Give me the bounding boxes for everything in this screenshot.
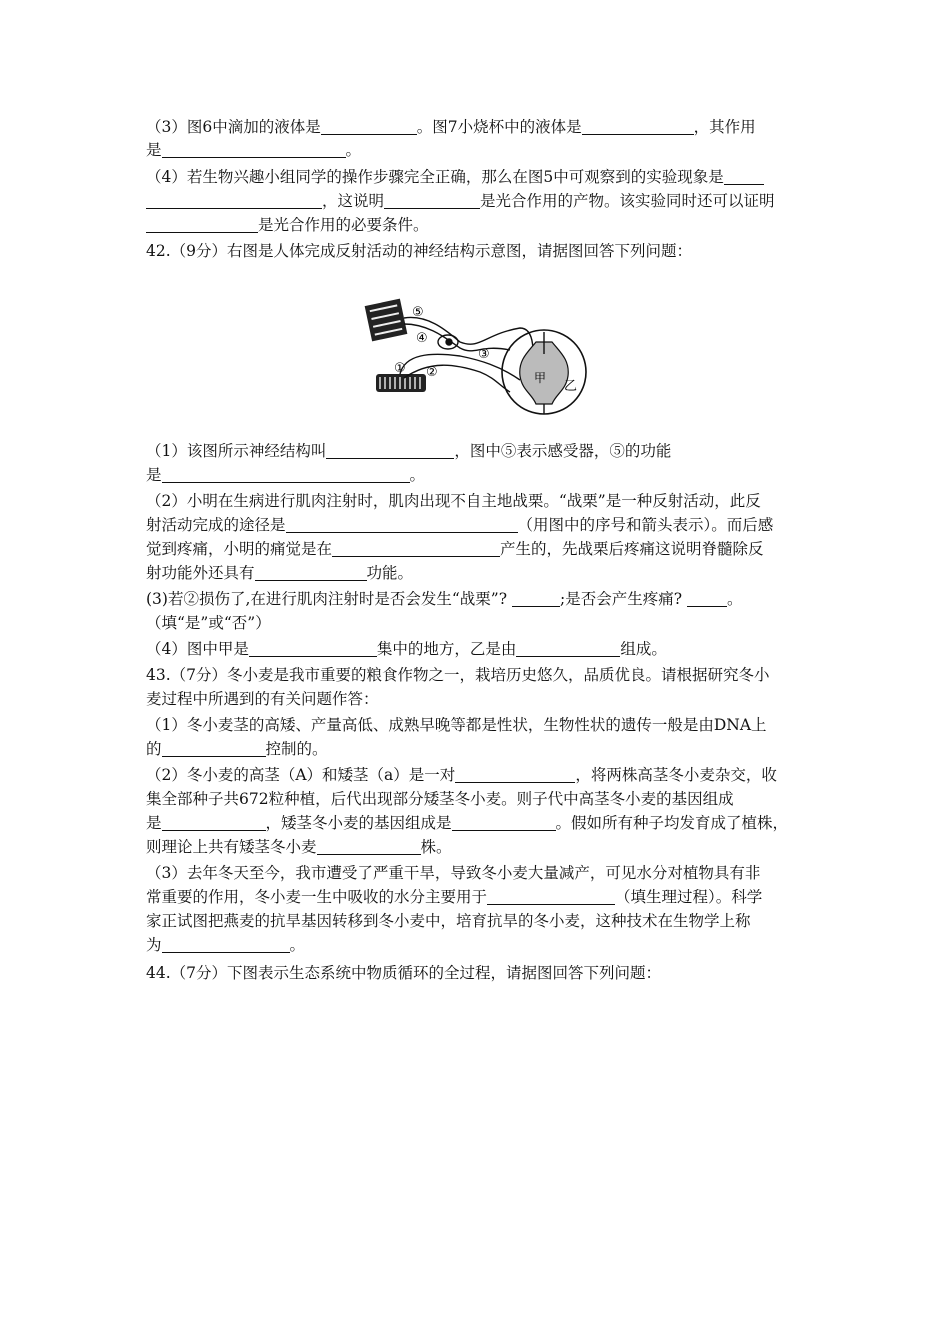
q43-part2-line2: 集全部种子共672粒种植，后代出现部分矮茎冬小麦。则子代中高茎冬小麦的基因组成 [146,790,734,808]
answer-blank[interactable] [162,141,346,158]
answer-blank[interactable] [162,466,410,483]
reflex-arc-diagram [360,294,600,422]
q43-part3-line4: 为 。 [146,936,306,954]
label-1: ① [394,361,406,376]
label-jia: 甲 [534,371,547,385]
answer-blank[interactable] [286,516,518,533]
q41-part3-line1: （3）图6中滴加的液体是 。图7小烧杯中的液体是 ，其作用 [146,118,756,136]
answer-blank[interactable] [687,590,727,607]
q41-part4-line2: ，这说明 是光合作用的产物。该实验同时还可以证明 [146,190,816,212]
q43-part2-line3: 是 ，矮茎冬小麦的基因组成是 。假如所有种子均发育成了植株， [146,814,789,832]
q42-part2-line1: （2）小明在生病进行肌肉注射时，肌肉出现不自主地战栗。“战栗”是一种反射活动，此反 [146,492,761,510]
answer-blank[interactable] [317,838,421,855]
answer-blank[interactable] [321,118,417,135]
q43-part3-line3: 家正试图把燕麦的抗旱基因转移到冬小麦中，培育抗旱的冬小麦，这种技术在生物学上称 [146,912,751,930]
answer-blank[interactable] [384,192,480,209]
label-5: ⑤ [412,305,424,320]
q42-part2-line4: 射功能外还具有 功能。 [146,564,414,582]
answer-blank[interactable] [146,192,322,209]
q43-part1-line2: 的 控制的。 [146,740,328,758]
label-4: ④ [416,331,428,346]
answer-blank[interactable] [162,740,266,757]
q43-part1-line1: （1）冬小麦茎的高矮、产量高低、成熟早晚等都是性状，生物性状的遗传一般是由DNA上 [146,716,767,734]
question-43-heading: 43.（7分）冬小麦是我市重要的粮食作物之一，栽培历史悠久，品质优良。请根据研究冬小 [146,666,770,684]
answer-blank[interactable] [724,168,764,185]
q42-part2-line3: 觉到疼痛，小明的痛觉是在 产生的，先战栗后疼痛这说明脊髓除反 [146,540,764,558]
q43-part2-line4: 则理论上共有矮茎冬小麦 株。 [146,838,452,856]
q41-part4-line3: 是光合作用的必要条件。 [146,214,816,236]
answer-blank[interactable] [146,216,258,233]
label-yi: 乙 [564,379,578,394]
q43-intro-line2: 麦过程中所遇到的有关问题作答： [146,690,379,708]
q41-part3-line2: 是 。 [146,141,362,159]
label-2: ② [426,365,438,380]
label-3: ③ [478,347,490,362]
q43-part3-line2: 常重要的作用，冬小麦一生中吸收的水分主要用于 （填生理过程）。科学 [146,888,763,906]
question-44-heading: 44.（7分）下图表示生态系统中物质循环的全过程，请据图回答下列问题： [146,964,662,982]
q42-part1-line1: （1）该图所示神经结构叫 ，图中⑤表示感受器，⑤的功能 [146,442,672,460]
answer-blank[interactable] [512,590,560,607]
question-42-heading: 42.（9分）右图是人体完成反射活动的神经结构示意图，请据图回答下列问题： [146,242,693,260]
q42-part1-line2: 是 。 [146,466,426,484]
answer-blank[interactable] [452,814,556,831]
answer-blank[interactable] [332,540,500,557]
q43-part2-line1: （2）冬小麦的高茎（A）和矮茎（a）是一对 ，将两株高茎冬小麦杂交，收 [146,766,777,784]
q42-part4-line1: （4）图中甲是 集中的地方，乙是由 组成。 [146,640,667,658]
receptor-shape [365,299,408,342]
answer-blank[interactable] [249,640,377,657]
q43-part3-line1: （3）去年冬天至今，我市遭受了严重干旱，导致冬小麦大量减产，可见水分对植物具有非 [146,864,761,882]
q42-part3-line1: (3)若②损伤了,在进行肌肉注射时是否会发生“战栗”? ;是否会产生疼痛? 。 [146,590,743,608]
answer-blank[interactable] [582,118,694,135]
answer-blank[interactable] [487,888,615,905]
answer-blank[interactable] [162,814,266,831]
q41-part4-line1: （4）若生物兴趣小组同学的操作步骤完全正确，那么在图5中可观察到的实验现象是 [146,166,816,188]
answer-blank[interactable] [326,442,454,459]
q42-part2-line2: 射活动完成的途径是 （用图中的序号和箭头表示）。而后感 [146,516,774,534]
effector-shape [376,374,426,392]
answer-blank[interactable] [162,936,290,953]
answer-blank[interactable] [255,564,367,581]
answer-blank[interactable] [455,766,575,783]
q42-part3-line2: （填“是”或“否”） [146,614,271,632]
answer-blank[interactable] [516,640,620,657]
